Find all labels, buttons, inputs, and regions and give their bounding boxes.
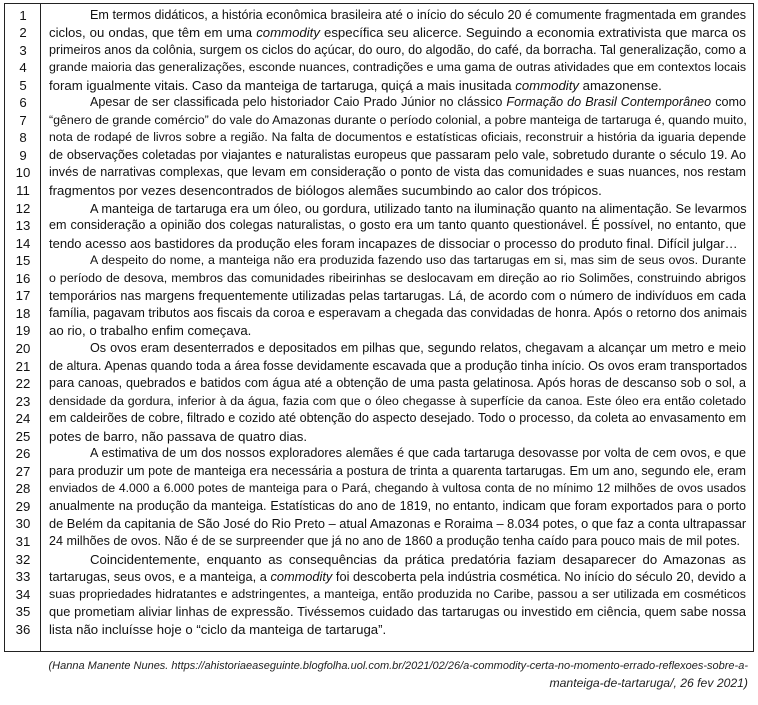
text-line	[49, 42, 746, 60]
text-line	[49, 235, 746, 253]
line-number: 14	[15, 235, 31, 251]
text-segment: de Belém da capitania de São José do Rio Preto – atual Amazonas e Roraima – 8.034 potes, o que faz a conta ultrapassar	[49, 516, 747, 532]
text-line	[49, 586, 746, 604]
text-segment: A despeito do nome, a manteiga não era produzida fazendo uso das tartarugas em si, mas sim de seus ovos. Durante	[90, 253, 746, 268]
line-number: 10	[15, 165, 31, 181]
text-segment: de observações coletadas por viajantes e naturalistas europeus que passaram pelo vale, sobretudo durante o século 19. Ao	[49, 147, 746, 162]
text-line	[49, 59, 746, 77]
line-number: 30	[15, 516, 31, 532]
line-number: 36	[15, 621, 31, 637]
text-line	[49, 7, 746, 25]
line-number: 21	[15, 358, 31, 374]
text-body	[41, 4, 753, 651]
text-line	[49, 287, 746, 305]
text-segment: temporários nas margens frequentemente utilizadas pelas tartarugas. Lá, de acordo com o número de indivíduos em cada	[49, 288, 746, 304]
line-number: 31	[15, 534, 31, 549]
text-excerpt-frame	[4, 3, 754, 652]
text-segment: amazonense.	[578, 77, 662, 93]
line-number: 8	[19, 130, 27, 146]
citation-line-2: manteiga-de-tartaruga/, 26 fev 2021)	[549, 676, 748, 690]
text-segment: ao rio, o trabalho enfim começava.	[49, 323, 252, 339]
line-number: 3	[19, 42, 27, 58]
italic-term: Formação do Brasil Contemporâneo	[506, 95, 712, 110]
text-segment: ciclos, ou ondas, que têm em uma	[49, 25, 257, 41]
text-line	[49, 77, 746, 95]
line-number: 34	[15, 586, 31, 602]
line-number: 6	[19, 95, 27, 111]
text-line	[49, 603, 746, 621]
line-number: 13	[15, 218, 31, 234]
line-number: 29	[15, 498, 31, 514]
line-number: 1	[19, 7, 27, 23]
text-segment: de altura. Apenas quando toda a área fosse devidamente escavada que a produção tinha início. Os ovos eram transportados	[49, 358, 748, 373]
text-line	[49, 94, 746, 112]
text-line	[49, 463, 746, 481]
line-number: 27	[15, 463, 31, 479]
text-segment: foram igualmente vitais. Caso da manteiga de tartaruga, quiçá a mais inusitada	[49, 77, 516, 93]
text-line	[49, 568, 746, 586]
text-line	[49, 533, 746, 551]
text-segment: enviados de 4.000 a 6.000 potes de manteiga para o Pará, chegando à vultosa conta de no mínimo 12 milhões de ovos usados	[49, 481, 746, 496]
text-segment: fragmentos por vezes desencontrados de biólogos alemães sucumbindo ao calor dos trópicos.	[49, 183, 602, 198]
line-number: 25	[15, 428, 31, 444]
text-segment: em consideração a opinião dos colegas naturalistas, o gosto era um tanto quanto questionável. É possível, no entanto, que	[49, 218, 746, 233]
text-line	[49, 164, 746, 182]
line-number: 16	[15, 270, 31, 286]
text-line	[49, 515, 746, 533]
text-segment: suas propriedades hidratantes e adstringentes, a manteiga, então produzida no Caribe, passou a ser utilizada em cosméticos	[49, 586, 746, 601]
line-number: 11	[16, 183, 30, 198]
text-line	[49, 217, 746, 235]
text-line	[49, 393, 746, 411]
text-segment: 24 milhões de ovos. Não é de se surpreender que já no ano de 1860 a produção tenha caído para pouco mais de mil potes.	[49, 534, 741, 548]
text-line	[49, 305, 746, 323]
line-number: 9	[19, 147, 27, 163]
text-line	[49, 551, 746, 569]
text-segment: potes de barro, não passava de quatro dias.	[49, 428, 308, 444]
text-segment: primeiros anos da colônia, surgem os ciclos do açúcar, do ouro, do algodão, do café, da borracha. Tal generalização, como a	[49, 42, 747, 57]
text-line	[49, 112, 746, 130]
text-segment: Em termos didáticos, a história econômica brasileira até o início do século 20 é comumente fragmentada em grandes	[90, 7, 746, 22]
source-citation	[48, 658, 748, 692]
text-line	[49, 410, 746, 428]
italic-term: commodity	[256, 25, 320, 41]
line-number: 2	[19, 25, 27, 41]
line-number: 12	[15, 200, 31, 216]
text-segment: invés de narrativas complexas, que levam em consideração o ponto de vista das comunidades e suas nuances, nos restam	[49, 165, 746, 180]
line-number: 4	[19, 60, 27, 76]
text-segment: Os ovos eram desenterrados e depositados em pilhas que, segundo relatos, chegavam a alcançar um metro e meio	[90, 340, 746, 355]
text-line	[49, 200, 746, 218]
text-line	[49, 147, 746, 165]
line-number: 26	[15, 446, 31, 462]
text-segment: família, pagavam tributos aos fiscais da coroa e esperavam a chegada das convidadas de honra. Após o retorno dos animais	[49, 305, 747, 320]
text-segment: que prometiam aliviar linhas de expressão. Tivéssemos cuidado das tartarugas ou investido em ciência, quem sabe nossa	[49, 604, 746, 620]
line-number-column	[5, 4, 41, 651]
italic-term: commodity	[515, 77, 579, 93]
line-number: 33	[15, 569, 31, 585]
line-number: 15	[15, 253, 31, 269]
text-line	[49, 252, 746, 270]
text-line	[49, 445, 746, 463]
line-number: 19	[15, 323, 31, 339]
line-number: 32	[15, 551, 31, 567]
text-segment: em caldeirões de cobre, filtrado e cozido até obtenção do aspecto desejado. Todo o processo, da coleta ao envasamento em	[49, 411, 747, 426]
line-number: 28	[15, 481, 31, 497]
text-segment: Apesar de ser classificada pelo historiador Caio Prado Júnior no clássico	[90, 95, 507, 110]
text-segment: nota de rodapé de livros sobre a região. Na falta de documentos e estatísticas oficiais, reconstruir a história da iguaria depende	[49, 130, 746, 145]
italic-term: commodity	[270, 569, 333, 585]
text-line	[49, 428, 746, 446]
text-line	[49, 621, 746, 639]
text-line	[49, 358, 746, 376]
text-segment: Coincidentemente, enquanto as consequências da prática predatória faziam desaparecer do Amazonas as	[90, 551, 746, 567]
text-line	[49, 480, 746, 498]
text-segment: foi descoberta pela indústria cosmética. No início do século 20, devido a	[332, 569, 746, 585]
text-segment: A manteiga de tartaruga era um óleo, ou gordura, utilizado tanto na iluminação quanto na alimentação. Se levarmos	[90, 200, 747, 216]
text-segment: específica seu alicerce. Seguindo a economia extrativista que marca os	[319, 25, 746, 41]
text-segment: para produzir um pote de manteiga era necessária a postura de trinta a quarenta tartarugas. Em um ano, segundo ele, eram	[49, 463, 746, 478]
text-segment: lista não incluísse hoje o “ciclo da manteiga de tartaruga”.	[49, 621, 387, 637]
text-segment: A estimativa de um dos nossos exploradores alemães é que cada tartaruga desovasse por volta de cem ovos, e que	[90, 446, 746, 461]
text-segment: como	[711, 95, 746, 110]
line-number: 24	[15, 411, 31, 427]
text-line	[49, 182, 746, 200]
text-line	[49, 129, 746, 147]
text-line	[49, 498, 746, 516]
text-segment: tartarugas, seus ovos, e a manteiga, a	[49, 569, 271, 585]
line-number: 7	[19, 112, 27, 128]
text-line	[49, 375, 746, 393]
text-segment: densidade da gordura, inferior à da água, fazia com que o óleo chegasse à superfície da canoa. Este óleo era então coletado	[49, 393, 746, 408]
line-number: 20	[15, 340, 31, 356]
line-number: 5	[19, 77, 27, 93]
text-segment: anualmente na produção da manteiga. Estatísticas do ano de 1819, no entanto, indicam que foram exportados para o porto	[49, 498, 746, 513]
text-line	[49, 270, 746, 288]
line-number: 35	[15, 604, 31, 620]
text-segment: “gênero de grande comércio” do vale do Amazonas durante o período colonial, a pobre manteiga de tartaruga é, quando muito,	[49, 112, 747, 127]
line-number: 18	[15, 305, 31, 321]
text-line	[49, 322, 746, 340]
text-line	[49, 24, 746, 42]
citation-line-1: (Hanna Manente Nunes. https://ahistoriaeaseguinte.blogfolha.uol.com.br/2021/02/26/a-commodity-certa-no-momento-errado-reflexoes-sobre-a-	[48, 660, 748, 672]
text-segment: tendo acesso aos bastidores da produção eles foram incapazes de dissociar o processo do produto final. Difícil julgar…	[49, 235, 738, 251]
line-number: 22	[15, 376, 31, 392]
line-number: 17	[15, 288, 31, 304]
text-line	[49, 340, 746, 358]
line-number: 23	[15, 393, 31, 409]
text-segment: o período de desova, membros das comunidades ribeirinhas se deslocavam em direção ao rio Solimões, construindo abrigos	[49, 270, 746, 285]
text-segment: grande maioria das generalizações, esconde nuances, contradições e uma gama de outras atividades que em contextos locais	[49, 60, 747, 75]
text-segment: para canoas, quebrados e batidos com água até a obtenção de uma pasta gelatinosa. Após horas de descanso sob o sol, a	[49, 376, 746, 391]
